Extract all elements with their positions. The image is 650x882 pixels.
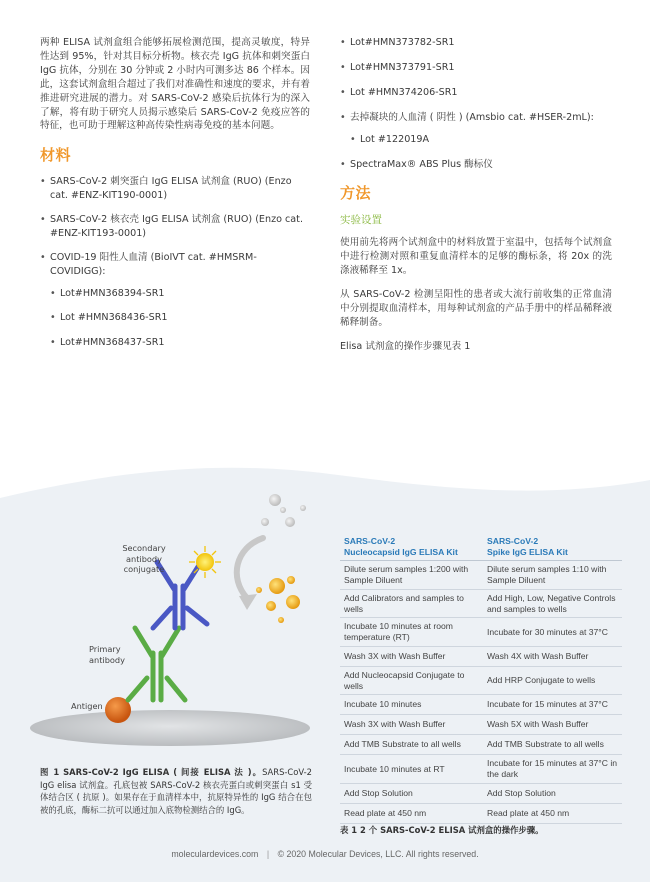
table-cell: Add Nucleocapsid Conjugate to wells [340,666,483,694]
elisa-figure [25,478,325,778]
footer-site-link[interactable]: moleculardevices.com [171,849,259,859]
table-header-row [340,532,622,561]
header-line: Nucleocapsid IgG ELISA Kit [344,546,458,557]
list-item: • SpectraMax® ABS Plus 酶标仪 [340,158,612,172]
antigen-label: Antigen [71,701,103,711]
page-footer [0,848,650,861]
list-item: • Lot #HMN374206-SR1 [340,86,612,100]
primary-antibody-label: Primary antibody [89,644,125,665]
list-item: • Lot#HMN373782-SR1 [340,36,612,50]
figure-caption-title: 图 1 SARS-CoV-2 IgG ELISA ( 间接 ELISA 法 )。 [40,767,263,777]
table-cell: Add Stop Solution [483,783,622,803]
list-item-text: COVID-19 阳性人血清 (BioIVT cat. #HMSRM-COVIDIGG): [50,251,257,277]
table-row [340,561,622,589]
footer-separator: | [266,849,270,859]
table-row [340,803,622,823]
table-row [340,735,622,755]
list-item [40,251,310,351]
table-cell: Add Calibrators and samples to wells [340,589,483,617]
table-row [340,618,622,646]
setup-heading: 实验设置 [340,214,382,227]
lot-list [350,133,612,147]
table-cell: Wash 3X with Wash Buffer [340,715,483,735]
table-cell: Wash 4X with Wash Buffer [483,646,622,666]
lot-list [340,36,612,100]
materials-list-continued [340,36,612,171]
table-row [340,695,622,715]
table-cell: Add High, Low, Negative Controls and samples to wells [483,589,622,617]
table-cell: Incubate 10 minutes at room temperature (RT) [340,618,483,646]
table-row [340,666,622,694]
right-column [340,36,612,364]
table-caption-title: 表 1 2 个 SARS-CoV-2 ELISA 试剂盒的操作步骤。 [340,825,544,835]
lot-list [50,287,310,351]
materials-heading: 材料 [40,146,72,165]
list-item: • SARS-CoV-2 刺突蛋白 IgG ELISA 试剂盒 (RUO) (Enzo cat. #ENZ-KIT190-0001) [40,175,310,203]
table-cell: Dilute serum samples 1:200 with Sample Diluent [340,561,483,589]
list-item: • SARS-CoV-2 核衣壳 IgG ELISA 试剂盒 (RUO) (Enzo cat. #ENZ-KIT193-0001) [40,213,310,241]
table-row [340,783,622,803]
elisa-diagram [25,478,325,768]
table-cell: Read plate at 450 nm [340,803,483,823]
table-caption [340,824,622,836]
table-cell: Add Stop Solution [340,783,483,803]
list-item [340,36,612,100]
secondary-antibody-label: Secondary antibody conjugate [122,543,166,575]
table-row [340,715,622,735]
list-item: • Lot#HMN373791-SR1 [340,61,612,75]
table-cell: Dilute serum samples 1:10 with Sample Diluent [483,561,622,589]
table-cell: Incubate 10 minutes at RT [340,755,483,783]
figure-caption [40,766,312,816]
table-cell: Add TMB Substrate to all wells [483,735,622,755]
protocol-table [340,532,622,824]
header-line: Spike IgG ELISA Kit [487,546,568,557]
table-cell: Read plate at 450 nm [483,803,622,823]
header-line: SARS-CoV-2 [344,536,396,546]
table-cell: Incubate for 15 minutes at 37°C [483,695,622,715]
setup-paragraph: 从 SARS-CoV-2 检测呈阳性的患者或大流行前收集的正常血清中分别提取血清样本，用每种试剂盒的产品手册中的样品稀释液稀释制备。 [340,289,612,328]
substrate-dots [261,494,306,527]
materials-list [40,175,310,350]
product-dots [256,576,300,623]
table-row [340,755,622,783]
header-line: SARS-CoV-2 [487,536,539,546]
methods-heading: 方法 [340,184,372,203]
left-column [40,36,310,361]
list-item: • Lot#HMN368394-SR1 [50,287,310,301]
table-cell: Wash 3X with Wash Buffer [340,646,483,666]
footer-copyright: © 2020 Molecular Devices, LLC. All rights reserved. [277,849,479,859]
list-item [340,111,612,147]
table-cell: Add HRP Conjugate to wells [483,666,622,694]
setup-paragraph: 使用前先将两个试剂盒中的材料放置于室温中，包括每个试剂盒中进行检测对照和重复血清样本的足够的酶标条，将 20x 的洗涤液稀释至 1x。 [340,237,612,277]
list-item: • Lot#HMN368437-SR1 [50,336,310,350]
list-item: • Lot #122019A [350,133,612,147]
figure-caption-text: SARS-CoV-2 IgG elisa 试剂盒。孔底包被 SARS-CoV-2 核衣壳蛋白或刺突蛋白 s1 受体结合区 ( 抗原 )。如果存在于血清样本中，抗原特异性的 IgG 结合在包被的孔底，酶标二抗可以通过加入底物检测结合的 IgG。 [40,767,312,815]
table-header-nucleocapsid [340,532,483,561]
arrow-head-icon [239,594,257,610]
intro-paragraph: 两种 ELISA 试剂盒组合能够拓展检测范围，提高灵敏度，特异性达到 95%，针对其目标分析物。核衣壳 IgG 抗体和刺突蛋白 IgG 抗体，分别在 30 分钟或 2 小时内可测多达 86 个样本。因此，这套试剂盒组合超过了我们对准确性和速度的要求，并有着推进研究进展的潜力。对 SARS-CoV-2 感染后抗体行为的深入了解，将有助于研究人员揭示感染后 SARS-CoV-2 免疫应答的特征，也可助于理解这种高传染性病毒免疫的基本问题。 [40,37,310,132]
setup-paragraph: Elisa 试剂盒的操作步骤见表 1 [340,340,471,352]
table-cell: Add TMB Substrate to all wells [340,735,483,755]
table-cell: Incubate 10 minutes [340,695,483,715]
table-row [340,646,622,666]
well-surface [30,710,310,746]
table-header-spike [483,532,622,561]
list-item: • Lot #HMN368436-SR1 [50,311,310,325]
table-cell: Incubate for 30 minutes at 37°C [483,618,622,646]
table-cell: Wash 5X with Wash Buffer [483,715,622,735]
table-row [340,589,622,617]
list-item-text: 去掉凝块的人血清 ( 阴性 ) (Amsbio cat. #HSER-2mL): [350,111,594,123]
table-cell: Incubate for 15 minutes at 37°C in the dark [483,755,622,783]
